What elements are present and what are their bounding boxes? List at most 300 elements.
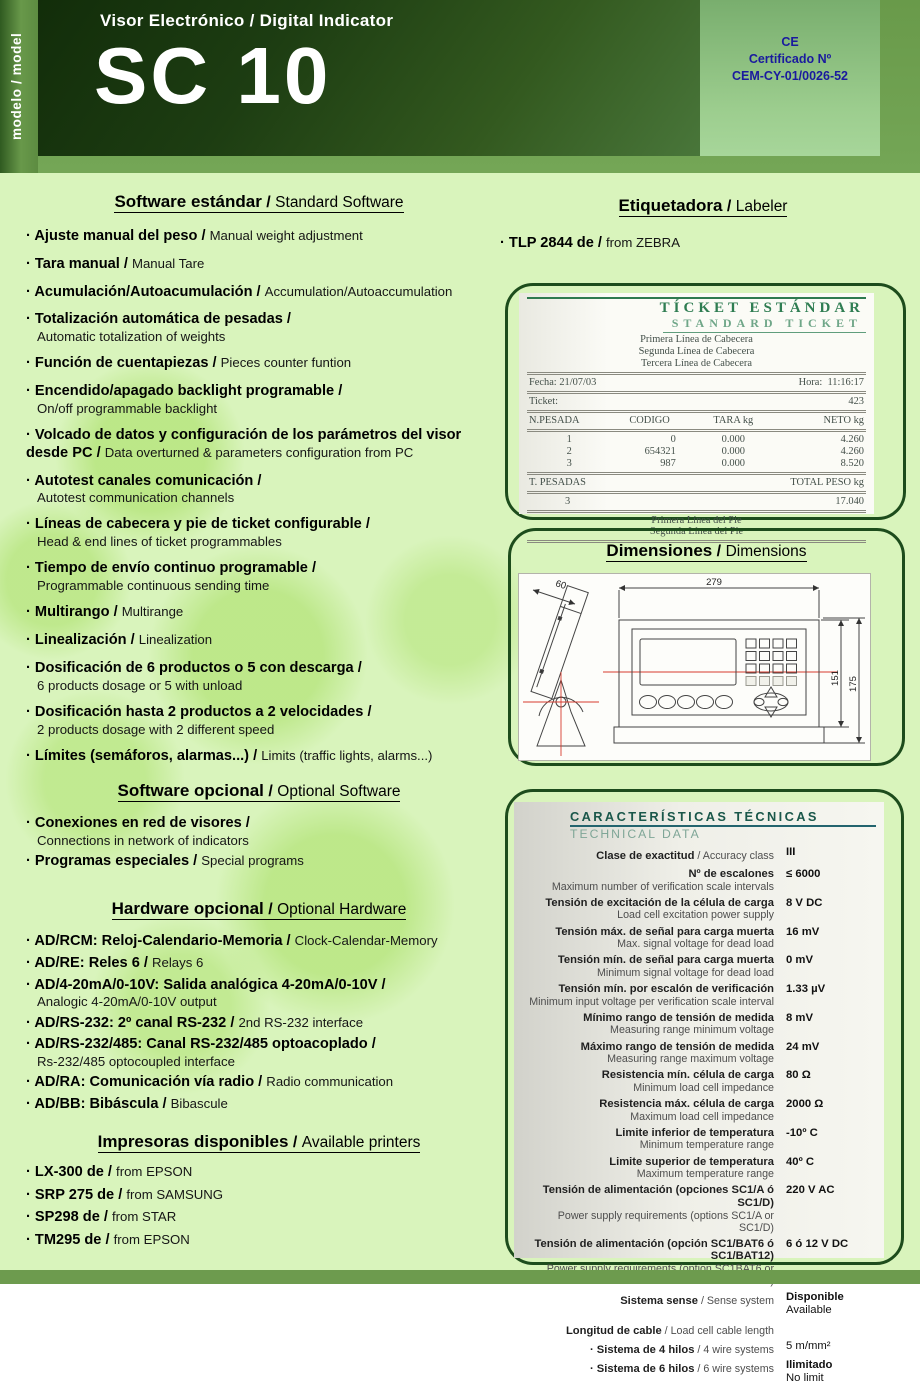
- footer-band: [0, 1270, 920, 1284]
- bullet: ·: [26, 516, 35, 533]
- ticket-rule: [527, 297, 866, 299]
- spec-label-en: / 4 wire systems: [694, 1343, 774, 1356]
- bullet: ·: [26, 1036, 35, 1053]
- standard-software-list: [26, 228, 492, 765]
- item-text-es: Ajuste manual del peso: [34, 228, 198, 244]
- item-text-es: Límites (semáforos, alarmas...): [34, 747, 250, 764]
- item-text-en: Relays 6: [151, 954, 204, 970]
- item-text-es: AD/BB: Bibáscula: [34, 1096, 159, 1113]
- ticket-weight-row: [527, 446, 866, 458]
- ticket-column-header: CODIGO: [629, 414, 670, 426]
- slash: /: [101, 1232, 114, 1249]
- item-text-es: AD/4-20mA/0-10V: Salida analógica 4-20mA/0-10V: [34, 976, 378, 993]
- section-heading-labeler: Etiquetadora / Labeler: [618, 196, 788, 215]
- slash: /: [92, 444, 105, 461]
- list-item: [26, 256, 492, 274]
- slash: /: [377, 976, 386, 993]
- list-item: [26, 1187, 492, 1205]
- ticket-date: Fecha: 21/07/03: [529, 376, 597, 388]
- spec-label-es: Tensión de alimentación (opción SC1/BAT6 ó SC1/BAT12): [534, 1237, 774, 1263]
- item-text-es: Autotest canales comunicación: [34, 472, 254, 489]
- spec-label: [520, 926, 786, 951]
- item-text-en: Manual Tare: [131, 255, 205, 271]
- list-item: [26, 660, 492, 694]
- certificate-number: CEM-CY-01/0026-52: [731, 68, 849, 83]
- spec-row: [520, 1012, 876, 1037]
- spec-label-es: Clase de exactitud: [596, 850, 695, 862]
- bullet: ·: [26, 632, 35, 649]
- certificate-label: Certificado Nº: [748, 51, 832, 66]
- slash: /: [189, 853, 202, 870]
- item-text-es: Tara manual: [34, 255, 120, 272]
- spec-label: [520, 1041, 786, 1066]
- spec-label-en: / Sense system: [697, 1295, 774, 1308]
- ticket-header-line: Primera Línea de Cabecera: [640, 334, 753, 346]
- item-text-en: from SAMSUNG: [126, 1186, 224, 1202]
- spec-value: 2000 Ω: [786, 1098, 824, 1111]
- ticket-cell: 0.000: [721, 433, 746, 445]
- spec-label-es: Sistema sense: [620, 1295, 698, 1308]
- item-text-en: from EPSON: [113, 1232, 190, 1248]
- item-text-en: from EPSON: [116, 1163, 193, 1179]
- bullet: ·: [26, 283, 35, 300]
- spec-label-en: Measuring range maximum voltage: [607, 1053, 774, 1066]
- ticket-header-lines: [527, 334, 866, 370]
- bullet: ·: [26, 1209, 35, 1226]
- item-text-en: Bibascule: [170, 1096, 228, 1112]
- list-item: [26, 853, 492, 871]
- bullet: ·: [26, 604, 35, 621]
- technical-rows: [520, 846, 876, 1384]
- ticket-cell: 4.260: [840, 445, 864, 457]
- item-text-en: 6 products dosage or 5 with unload: [37, 677, 243, 693]
- technical-title-en: TECHNICAL DATA: [570, 827, 701, 841]
- bullet: ·: [26, 954, 35, 971]
- ticket-number-label: Ticket:: [529, 395, 559, 407]
- bullet: ·: [26, 1014, 35, 1031]
- spec-row: [520, 1069, 876, 1094]
- item-text-en: On/off programmable backlight: [37, 400, 218, 416]
- ticket-cell: 3: [566, 457, 572, 469]
- spec-label-en: Maximum load cell impedance: [630, 1110, 774, 1123]
- spec-value: ≤ 6000: [786, 868, 821, 881]
- model-strip-label: modelo / model: [9, 32, 24, 140]
- slash: /: [367, 1036, 376, 1053]
- spec-label-en: / Accuracy class: [694, 850, 774, 862]
- slash: /: [252, 283, 265, 300]
- ticket-column-header: TARA kg: [713, 414, 754, 426]
- labeler-item: · TLP 2844 de / from ZEBRA: [500, 235, 681, 251]
- ticket-rule: [663, 332, 866, 333]
- slash: /: [307, 560, 317, 577]
- ticket-divider: [527, 472, 866, 475]
- spec-label: [520, 1291, 786, 1309]
- spec-label-en: Minimum input voltage per verification scale interval: [529, 995, 774, 1008]
- ticket-divider: [527, 429, 866, 432]
- slash: /: [334, 383, 343, 400]
- bullet: ·: [26, 703, 35, 720]
- bullet: ·: [26, 228, 35, 244]
- slash: /: [282, 311, 291, 328]
- item-text-es: Totalización automática de pesadas: [34, 311, 283, 328]
- section-heading-dimensions: Dimensiones / Dimensions: [606, 541, 807, 560]
- item-text-en: Head & end lines of ticket programmables: [37, 534, 282, 550]
- bullet: ·: [26, 311, 35, 328]
- section-heading-optional-hardware: Hardware opcional / Optional Hardware: [111, 899, 407, 919]
- bullet: ·: [26, 1096, 35, 1113]
- item-text-en: Rs-232/485 optocoupled interface: [37, 1054, 235, 1070]
- ticket-divider: [527, 372, 866, 375]
- ticket-columns: [527, 415, 866, 427]
- spec-label-en: Maximum temperature range: [636, 1168, 774, 1181]
- spec-row: [520, 868, 876, 893]
- bullet: ·: [26, 659, 35, 676]
- item-text-en: from STAR: [112, 1209, 177, 1225]
- spec-row: [520, 926, 876, 951]
- spec-label: [520, 846, 786, 864]
- spec-label-en: Max. signal voltage for dead load: [617, 938, 774, 951]
- spec-label-es: · Sistema de 4 hilos: [589, 1343, 695, 1356]
- item-text-en: Manual weight adjustment: [209, 228, 363, 243]
- dimensions-box: [508, 528, 905, 766]
- side-view: [531, 586, 588, 746]
- ticket-totals-label: T. PESADAS: [529, 476, 586, 488]
- dim-inner-height-label: 151: [830, 670, 841, 686]
- list-item: [26, 1015, 492, 1033]
- item-text-es: Acumulación/Autoacumulación: [34, 283, 253, 300]
- bullet: ·: [26, 355, 35, 372]
- technical-data-box: [505, 789, 904, 1384]
- spec-label-es: · Sistema de 6 hilos: [589, 1362, 695, 1375]
- spec-value: 0 mV: [786, 954, 814, 967]
- item-text-en: Special programs: [201, 853, 304, 869]
- slash: /: [241, 815, 250, 832]
- optional-software-list: [26, 815, 492, 871]
- spec-value: 1.33 µV: [786, 983, 826, 996]
- spec-label: [520, 1340, 786, 1358]
- spec-value: 80 Ω: [786, 1069, 811, 1082]
- dimensions-drawing: [518, 573, 871, 761]
- slash: /: [361, 516, 370, 533]
- spec-label-en: Minimum signal voltage for dead load: [596, 966, 774, 979]
- bullet: ·: [26, 976, 35, 993]
- bullet: ·: [500, 235, 509, 251]
- spec-row: [520, 1041, 876, 1066]
- spec-label: [520, 1127, 786, 1152]
- dim-depth-label: 60: [554, 578, 568, 592]
- spec-label-es: Tensión máx. de señal para carga muerta: [555, 925, 774, 938]
- bullet: ·: [26, 560, 35, 577]
- spec-label-es: Limite superior de temperatura: [609, 1155, 774, 1168]
- header-panel: [38, 0, 700, 156]
- list-item: [26, 748, 492, 766]
- spec-value-en: No limit: [786, 1371, 824, 1384]
- ticket-number: 423: [848, 395, 864, 407]
- spec-label: [520, 1184, 786, 1234]
- slash: /: [353, 659, 362, 676]
- dim-outer-height-label: 175: [848, 676, 859, 692]
- item-text-en: Clock-Calendar-Memory: [294, 933, 438, 949]
- ticket-cell: 1: [566, 433, 572, 445]
- certificate-panel: [700, 0, 880, 156]
- technical-data-panel: [514, 802, 884, 1384]
- item-text-es: Conexiones en red de visores: [34, 815, 242, 832]
- slash: /: [158, 1096, 171, 1113]
- section-heading-printers: Impresoras disponibles / Available printers: [97, 1131, 421, 1151]
- spec-value-en: Available: [786, 1304, 832, 1317]
- ticket-sample-box: [505, 283, 906, 538]
- item-text-es: Volcado de datos y configuración de los parámetros del visor desde PC: [26, 426, 462, 461]
- slash: /: [139, 954, 152, 971]
- spec-value: -10º C: [786, 1126, 818, 1139]
- slash: /: [119, 255, 132, 272]
- item-text-en: Radio communication: [266, 1074, 394, 1090]
- section-heading-standard-software: Software estándar / Standard Software: [114, 192, 404, 211]
- spec-row: [520, 1359, 876, 1384]
- ticket-sample: [519, 293, 874, 538]
- bullet: ·: [26, 426, 35, 443]
- spec-label-es: Nº de escalones: [688, 868, 774, 881]
- spec-label-es: Resistencia máx. célula de carga: [599, 1098, 774, 1111]
- item-text-es: Dosificación de 6 productos o 5 con descarga: [34, 659, 354, 676]
- spec-row: [520, 1184, 876, 1234]
- spec-row: [520, 954, 876, 979]
- spec-value: 5 m/mm²: [786, 1339, 831, 1352]
- ticket-column-header: NETO kg: [823, 414, 864, 426]
- spec-value: Ilimitado No limit: [786, 1359, 876, 1384]
- ticket-time: Hora: 11:16:17: [798, 376, 864, 388]
- certificate-mark: CE: [781, 35, 799, 49]
- ticket-cell: 654321: [644, 445, 676, 457]
- optional-hardware-list: [26, 933, 492, 1114]
- bullet: ·: [26, 472, 35, 489]
- slash: /: [103, 1163, 117, 1180]
- spec-row: [520, 1127, 876, 1152]
- spec-row: [520, 1291, 876, 1317]
- list-item: [26, 355, 492, 373]
- item-text-en: Data overturned & parameters configuration from PC: [104, 444, 414, 460]
- item-text-es: Función de cuentapiezas: [34, 355, 209, 372]
- list-item: [26, 604, 492, 622]
- spec-row: [520, 983, 876, 1008]
- ticket-weight-row: [527, 458, 866, 470]
- spec-row: [520, 1156, 876, 1181]
- section-heading-optional-software: Software opcional / Optional Software: [117, 781, 401, 801]
- bullet: ·: [26, 815, 35, 832]
- list-item: [26, 383, 492, 417]
- list-item: [26, 1209, 492, 1227]
- spec-label-es: Tensión mín. de señal para carga muerta: [557, 954, 774, 967]
- slash: /: [253, 472, 262, 489]
- ticket-cell: 2: [566, 445, 572, 457]
- slash: /: [226, 1014, 239, 1031]
- bullet: ·: [26, 255, 35, 272]
- dim-width-label: 279: [706, 577, 722, 588]
- spec-label-es: Tensión de excitación de la célula de carga: [545, 896, 774, 909]
- spec-label: [520, 1156, 786, 1181]
- list-item: [26, 311, 492, 345]
- spec-label-en: / Load cell cable length: [661, 1324, 774, 1337]
- item-text-en: Linealization: [138, 632, 213, 648]
- spec-label-es: Longitud de cable: [565, 1324, 662, 1337]
- ticket-title-en: STANDARD TICKET: [671, 316, 862, 331]
- list-item: [26, 560, 492, 594]
- spec-label-es: Máximo rango de tensión de medida: [580, 1040, 774, 1053]
- list-item: [26, 473, 492, 507]
- spec-label: [520, 1098, 786, 1123]
- spec-label: [520, 954, 786, 979]
- item-text-es: Tiempo de envío continuo programable: [34, 560, 308, 577]
- ticket-rows: [527, 434, 866, 470]
- bullet: ·: [26, 1232, 35, 1249]
- item-text-es: Encendido/apagado backlight programable: [34, 383, 335, 400]
- item-text-en: 2 products dosage with 2 different speed: [37, 721, 275, 737]
- spec-row: [520, 846, 876, 864]
- item-text-es: AD/RS-232/485: Canal RS-232/485 optoacoplado: [34, 1036, 368, 1053]
- product-title: Visor Electrónico / Digital Indicator: [100, 11, 394, 30]
- ticket-column-header: N.PESADA: [529, 414, 580, 426]
- spec-label: [520, 1012, 786, 1037]
- list-item: [26, 632, 492, 650]
- item-text-en: 2nd RS-232 interface: [238, 1014, 364, 1030]
- spec-row: [520, 897, 876, 922]
- list-item: [26, 427, 492, 463]
- bullet: ·: [26, 1186, 35, 1203]
- spec-label-en: Minimum temperature range: [639, 1139, 774, 1152]
- ticket-footer-line: Segunda Línea del Pie: [649, 526, 744, 538]
- spec-label-en: Measuring range minimum voltage: [610, 1024, 774, 1037]
- item-text-en: Multirange: [121, 604, 184, 620]
- ticket-divider: [527, 410, 866, 413]
- header-band: [0, 0, 920, 173]
- spec-label-en: Load cell excitation power supply: [617, 909, 774, 922]
- ticket-header-line: Tercera Línea de Cabecera: [641, 357, 752, 369]
- item-text-es: Líneas de cabecera y pie de ticket configurable: [34, 516, 362, 533]
- ticket-cell: 8.520: [840, 457, 864, 469]
- bullet: ·: [26, 383, 35, 400]
- ticket-total-count: 3: [565, 495, 571, 507]
- item-text-es: TM295 de: [34, 1232, 102, 1249]
- list-item: [26, 977, 492, 1011]
- printers-list: [26, 1164, 492, 1250]
- ticket-divider: [527, 510, 866, 513]
- list-item: [26, 704, 492, 738]
- item-text-es: AD/RE: Reles 6: [34, 954, 140, 971]
- slash: /: [197, 228, 210, 244]
- ticket-divider: [527, 391, 866, 394]
- item-text-es: SP298 de: [34, 1209, 100, 1226]
- model-name: SC 10: [94, 31, 332, 120]
- item-text-en: Limits (traffic lights, alarms...): [261, 747, 433, 763]
- slash: /: [282, 933, 295, 950]
- item-text-es: Programas especiales: [34, 853, 190, 870]
- spec-label: [520, 897, 786, 922]
- item-text-es: AD/RCM: Reloj-Calendario-Memoria: [34, 933, 283, 950]
- spec-value: 8 V DC: [786, 896, 823, 909]
- bullet: ·: [26, 853, 35, 870]
- item-text-es: Dosificación hasta 2 productos a 2 velocidades: [34, 703, 364, 720]
- spec-value: 24 mV: [786, 1040, 820, 1053]
- spec-label-en: Power supply requirements (options SC1/A or SC1/D): [557, 1209, 774, 1234]
- spec-value: 8 mV: [786, 1011, 814, 1024]
- item-text-es: Linealización: [34, 632, 127, 649]
- ticket-cell: 0.000: [721, 445, 746, 457]
- spec-value: 220 V AC: [786, 1184, 835, 1197]
- spec-value: Disponible Available: [786, 1291, 876, 1317]
- spec-label: [520, 1069, 786, 1094]
- slash: /: [254, 1074, 267, 1091]
- list-item: [26, 1036, 492, 1070]
- slash: /: [126, 632, 139, 649]
- spec-label-en: Maximum number of verification scale intervals: [551, 880, 774, 893]
- spec-label-es: Resistencia mín. célula de carga: [601, 1069, 774, 1082]
- ticket-total-weight: 17.040: [835, 495, 864, 507]
- item-text-es: SRP 275 de: [34, 1186, 115, 1203]
- spec-row: [520, 1098, 876, 1123]
- slash: /: [363, 703, 372, 720]
- item-text-en: Accumulation/Autoaccumulation: [264, 283, 453, 299]
- ticket-title-es: TÍCKET ESTÁNDAR: [659, 300, 864, 316]
- item-text-en: Programmable continuous sending time: [37, 578, 270, 594]
- front-view: [614, 588, 865, 743]
- item-text-en: Autotest communication channels: [37, 490, 235, 506]
- spec-value: 6 ó 12 V DC: [786, 1237, 849, 1250]
- ticket-cell: 0: [670, 433, 676, 445]
- spec-label-es: Tensión mín. por escalón de verificación: [558, 983, 774, 996]
- spec-label-es: Limite inferior de temperatura: [615, 1126, 774, 1139]
- technical-title-es: CARACTERÍSTICAS TÉCNICAS: [570, 809, 876, 827]
- list-item: [26, 1164, 492, 1182]
- list-item: [26, 933, 492, 951]
- list-item: [26, 228, 492, 246]
- slash: /: [114, 1186, 127, 1203]
- spec-label: [520, 1359, 786, 1377]
- item-text-es: AD/RA: Comunicación vía radio: [34, 1074, 255, 1091]
- spec-label-en: / 6 wire systems: [694, 1362, 774, 1375]
- spec-label: [520, 868, 786, 893]
- ticket-weight-row: [527, 434, 866, 446]
- ticket-totals-row: [527, 496, 866, 508]
- ticket-date-row: [527, 377, 866, 389]
- bullet: ·: [26, 1074, 35, 1091]
- nav-cross: [754, 687, 788, 717]
- ticket-footer-line: Primera Línea del Pie: [651, 514, 742, 526]
- slash: /: [99, 1209, 112, 1226]
- spec-row: [520, 1340, 876, 1358]
- list-item: [26, 284, 492, 302]
- ticket-totals-header: [527, 477, 866, 489]
- list-item: [26, 1096, 492, 1114]
- list-item: [26, 1074, 492, 1092]
- technical-drawing: [519, 574, 868, 758]
- ticket-cell: 0.000: [721, 457, 746, 469]
- item-text-es: LX-300 de: [34, 1163, 104, 1180]
- left-column: [26, 192, 492, 1255]
- ticket-divider: [527, 491, 866, 494]
- slash: /: [208, 355, 221, 372]
- bullet: ·: [26, 933, 35, 950]
- spec-label: [520, 983, 786, 1008]
- list-item: [26, 815, 492, 849]
- slash: /: [109, 604, 122, 621]
- list-item: [26, 516, 492, 550]
- list-item: [26, 955, 492, 973]
- spec-value: 16 mV: [786, 925, 820, 938]
- bullet: ·: [26, 747, 35, 764]
- item-text-en: Pieces counter funtion: [220, 355, 352, 371]
- spec-row: [520, 1321, 876, 1339]
- item-text-en: Connections in network of indicators: [37, 833, 249, 849]
